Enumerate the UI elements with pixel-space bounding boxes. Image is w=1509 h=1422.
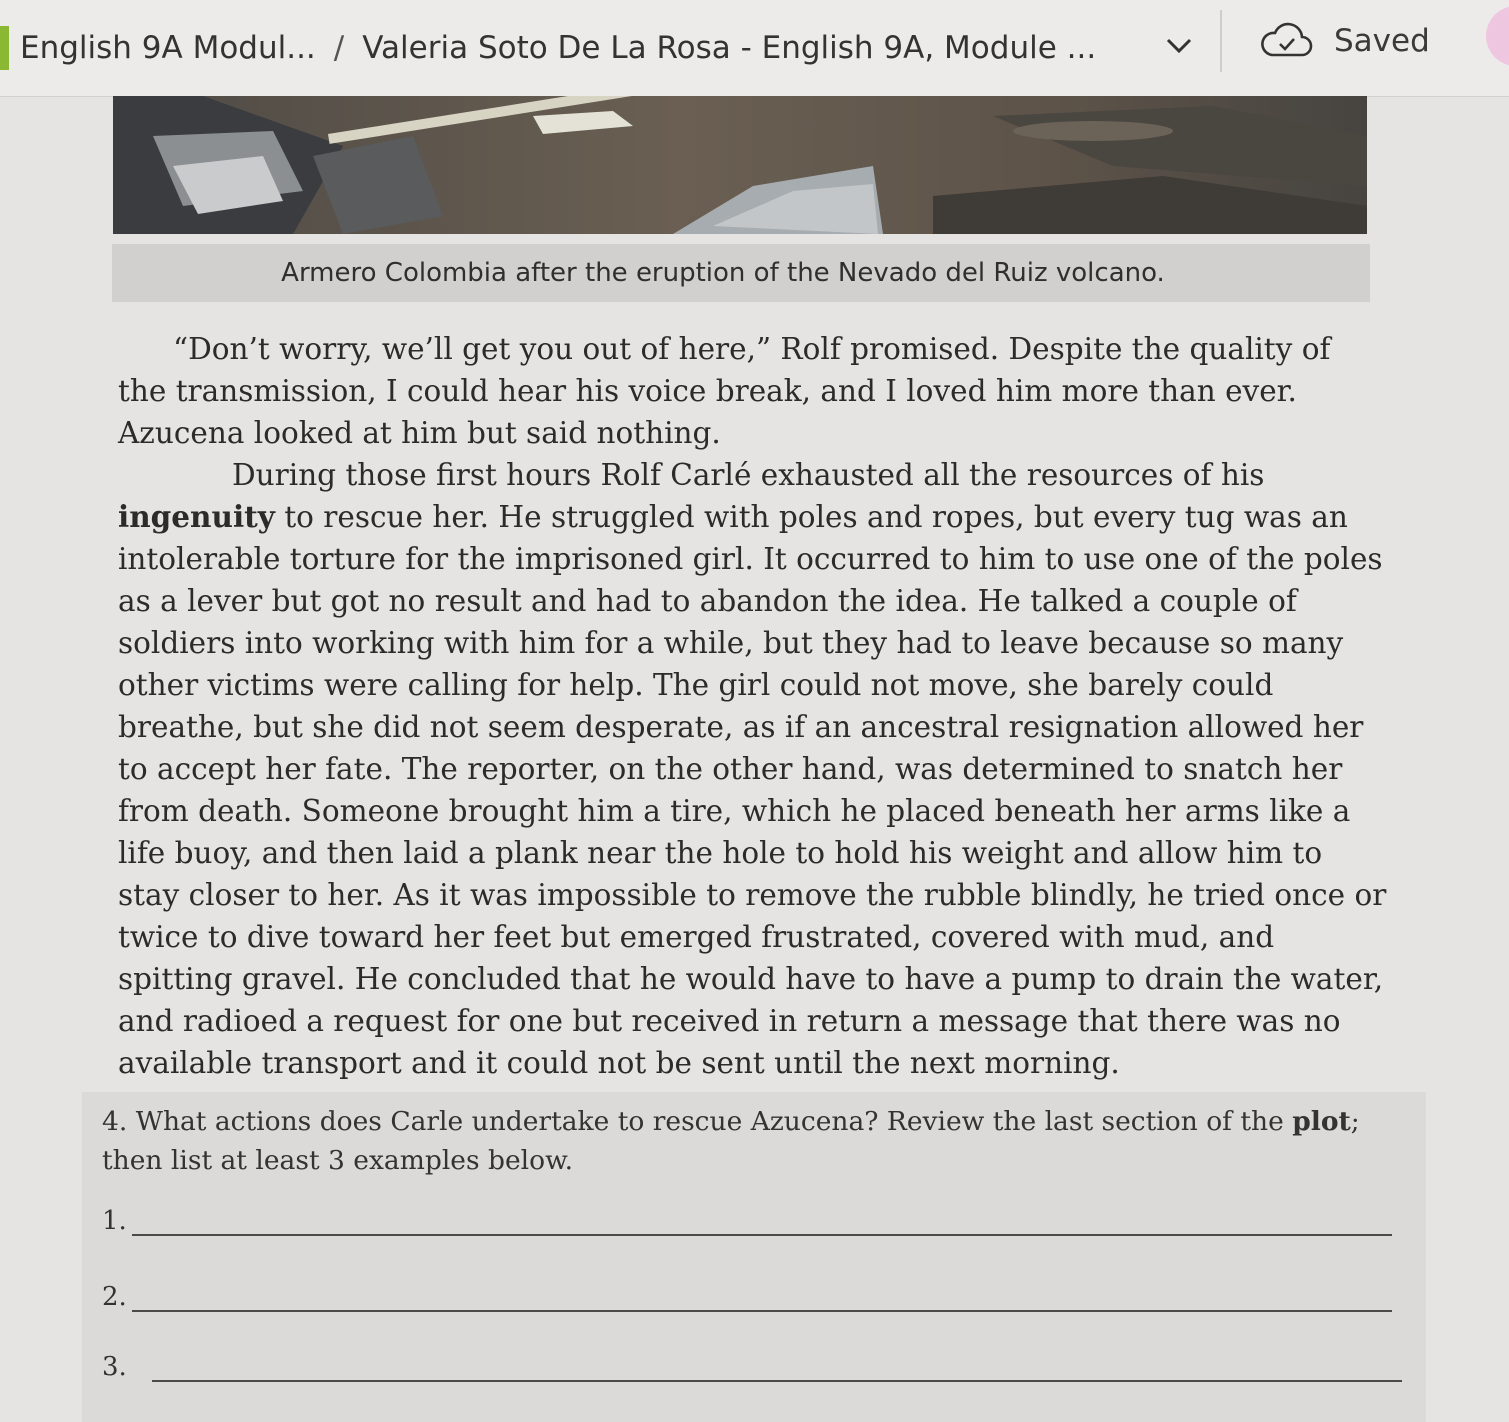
answer-number: 2. [102, 1282, 127, 1312]
paragraph: “Don’t worry, we’ll get you out of here,” Rolf promised. Despite the quality of the transmission, I could hear his voice break, and I loved him more than ever. Azucena looked at him but said nothing. [118, 332, 1331, 450]
question-text: 4. What actions does Carle undertake to rescue Azucena? Review the last section of the [102, 1106, 1284, 1137]
avatar[interactable] [1486, 6, 1509, 66]
question-keyword: plot [1292, 1106, 1351, 1137]
caption-text: Armero Colombia after the eruption of the Nevado del Ruiz volcano. [281, 258, 1165, 288]
saved-label: Saved [1334, 23, 1430, 59]
question-prompt [102, 1102, 1402, 1180]
photo-caption [112, 244, 1370, 302]
answer-line[interactable] [132, 1310, 1392, 1312]
answer-line[interactable] [152, 1380, 1402, 1382]
cloud-check-icon [1258, 21, 1314, 61]
rubble-image [113, 96, 1367, 234]
breadcrumb-course-link[interactable]: English 9A Modul... [20, 30, 316, 66]
breadcrumb [20, 24, 1096, 72]
vocab-word-ingenuity: ingenuity [118, 499, 275, 534]
paragraph-body: to rescue her. He struggled with poles and ropes, but every tug was an intolerable torture for the imprisoned girl. It occurred to him to use one of the poles as a lever but got no result and had to abandon the idea. He talked a couple of soldiers into working with him for a while, but they had to leave because so many other victims were calling for help. The girl could not move, she barely could breathe, but she did not seem desperate, as if an ancestral resignation allowed her to accept her fate. The reporter, on the other hand, was determined to snatch her from death. Someone brought him a tire, which he placed beneath her arms like a life buoy, and then laid a plank near the hole to hold his weight and allow him to stay closer to her. As it was impossible to remove the rubble blindly, he tried once or twice to dive toward her feet but emerged frustrated, covered with mud, and spitting gravel. He concluded that he would have to have a pump to drain the water, and radioed a request for one but received in return a message that there was no available transport and it could not be sent until the next morning. [118, 500, 1387, 1080]
answer-row-1[interactable] [102, 1202, 1402, 1242]
answer-row-2[interactable] [102, 1278, 1402, 1318]
disaster-photo [113, 96, 1367, 234]
document-title[interactable]: Valeria Soto De La Rosa - English 9A, Module ... [362, 30, 1097, 66]
top-bar [0, 0, 1509, 97]
answer-line[interactable] [132, 1234, 1392, 1236]
question-box [82, 1092, 1426, 1422]
paragraph-lead: During those first hours Rolf Carlé exhausted all the resources of his [232, 458, 1265, 492]
paragraph [118, 454, 1388, 1084]
breadcrumb-separator: / [333, 30, 345, 66]
answer-number: 3. [102, 1352, 127, 1382]
question-text-tail: ; then list at least 3 examples below. [102, 1106, 1360, 1176]
save-status [1258, 16, 1430, 66]
divider [1220, 10, 1222, 72]
story-text [118, 328, 1388, 1084]
answer-number: 1. [102, 1206, 127, 1236]
app-accent-bar [0, 26, 9, 70]
chevron-down-icon[interactable] [1162, 28, 1196, 62]
answer-row-3[interactable] [102, 1348, 1402, 1388]
